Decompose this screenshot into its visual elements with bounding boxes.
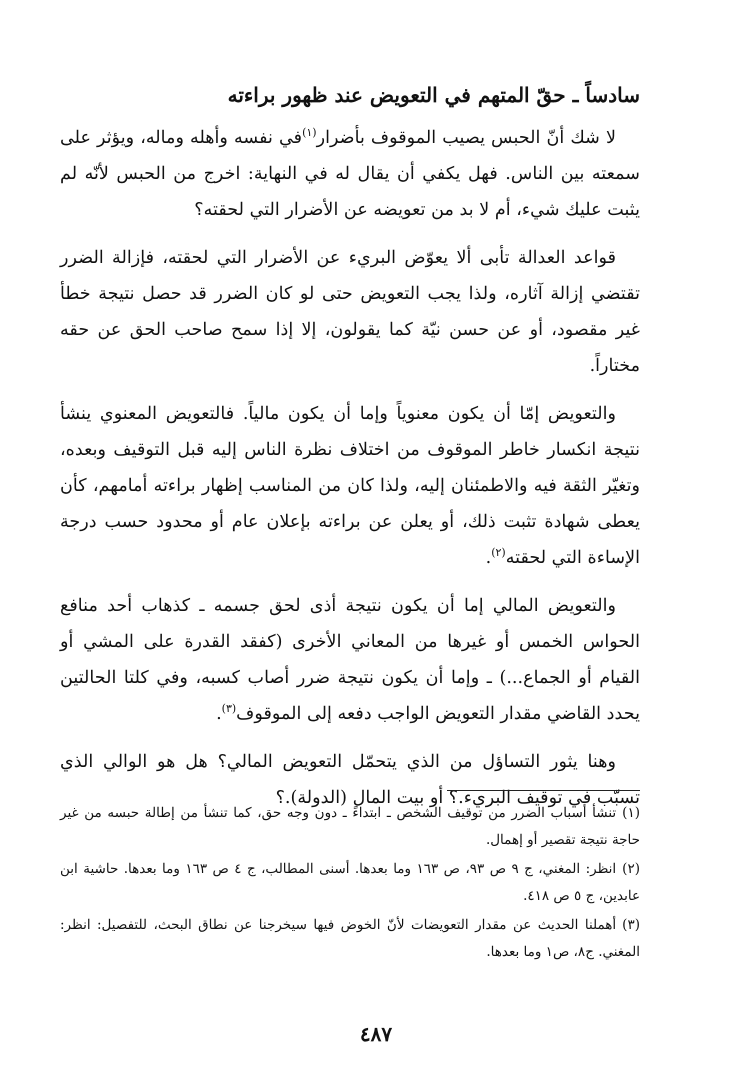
paragraph-4-text-end: . [216, 704, 222, 724]
footnote-text: انظر: المغني، ج ٩ ص ٩٣، ص ١٦٣ وما بعدها. أسنى المطالب، ج ٤ ص ١٦٣ وما بعدها. حاشية ابن عابدين، ج ٥ ص ٤١٨. [60, 861, 640, 904]
footnote-number: (١) [622, 805, 640, 821]
footnote-number: (٢) [622, 861, 640, 877]
footnote-ref-3[interactable]: (٣) [221, 702, 237, 716]
paragraph-2-text: قواعد العدالة تأبى ألا يعوّض البريء عن الأضرار التي لحقته، فإزالة الضرر تقتضي إزالة آثاره، ولذا يجب التعويض حتى لو كان الضرر قد حصل نتيجة خطأ غير مقصود، أو عن حسن نيّة كما يقولون، إلا إذا سمح صاحب الحق عن حقه مختاراً. [60, 248, 640, 376]
footnote-text: أهملنا الحديث عن مقدار التعويضات لأنّ الخوض فيها سيخرجنا عن نطاق البحث، للتفصيل: انظر: المغني. ج٨، ص١ وما بعدها. [60, 917, 640, 960]
paragraph-2 [60, 240, 640, 384]
footnote-2 [60, 856, 640, 910]
paragraph-5-text: وهنا يثور التساؤل من الذي يتحمّل التعويض المالي؟ هل هو الوالي الذي تسبّب في توقيف البريء.؟ أو بيت المال (الدولة).؟ [60, 752, 640, 808]
footnote-text: تنشأ أسباب الضرر من توقيف الشخص ـ ابتداءً ـ دون وجه حق، كما تنشأ من إطالة حبسه من غير حاجة نتيجة تقصير أو إهمال. [60, 805, 640, 848]
paragraph-3 [60, 396, 640, 576]
paragraph-3-text: والتعويض إمّا أن يكون معنوياً وإما أن يكون مالياً. فالتعويض المعنوي ينشأ نتيجة انكسار خاطر الموقوف من اختلاف نظرة الناس إليه قبل التوقيف وبعده، وتغيّر الثقة فيه والاطمئنان إليه، ولذا كان من المناسب إظهار براءته أمامهم، كأن يعطى شهادة تثبت ذلك، أو يعلن عن براءته بإعلان عام أو محدود حسب درجة الإساءة التي لحقته [60, 404, 640, 568]
footnotes [60, 800, 640, 968]
footnote-divider [447, 790, 640, 791]
footnote-3 [60, 912, 640, 966]
paragraph-3-text-end: . [485, 548, 492, 568]
paragraph-4 [60, 588, 640, 732]
paragraph-4-text: والتعويض المالي إما أن يكون نتيجة أذى لحق جسمه ـ كذهاب أحد منافع الحواس الخمس أو غيرها من المعاني الأخرى (كفقد القدرة على المشي أو القيام أو الجماع...) ـ وإما أن يكون نتيجة ضرر أصاب كسبه، وفي كلتا الحالتين يحدد القاضي مقدار التعويض الواجب دفعه إلى الموقوف [60, 596, 640, 724]
body-text [60, 120, 640, 816]
paragraph-1-text: لا شك أنّ الحبس يصيب الموقوف بأضرار [316, 128, 616, 148]
footnote-1 [60, 800, 640, 854]
section-heading: سادساً ـ حقّ المتهم في التعويض عند ظهور براءته [227, 83, 640, 107]
footnote-ref-1[interactable]: (١) [302, 126, 317, 140]
footnote-ref-2[interactable]: (٢) [491, 546, 506, 560]
footnote-number: (٣) [622, 917, 640, 933]
paragraph-1 [60, 120, 640, 228]
page-number: ٤٨٧ [359, 1022, 393, 1046]
paragraph-1-text-cont: في نفسه وأهله وماله، ويؤثر على سمعته بين الناس. فهل يكفي أن يقال له في النهاية: اخرج من الحبس لأنّه لم يثبت عليك شيء، أم لا بد من تعويضه عن الأضرار التي لحقته؟ [60, 128, 640, 220]
